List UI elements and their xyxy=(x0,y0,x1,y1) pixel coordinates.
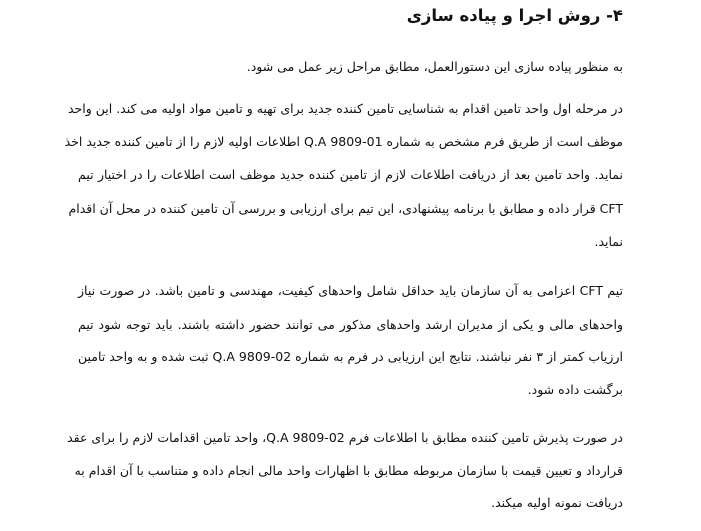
intro-line: به منظور پیاده سازی این دستورالعمل، مطابق مراحل زیر عمل می شود. xyxy=(246,59,623,74)
paragraph-line: دریافت نمونه اولیه میکند. xyxy=(491,495,623,510)
paragraph-line: قرارداد و تعیین قیمت با سازمان مربوطه مطابق با اظهارات واحد مالی انجام داده و متناسب با آن اقدام به xyxy=(74,463,623,478)
paragraph-line: نماید. xyxy=(594,234,623,249)
paragraph-line: در صورت پذیرش تامین کننده مطابق با اطلاعات فرم Q.A 9809-02، واحد تامین اقدامات لازم را برای عقد xyxy=(67,430,623,445)
paragraph-line: ارزیاب کمتر از ۳ نفر نباشند. نتایج این ارزیابی در فرم به شماره Q.A 9809-02 ثبت شده و به واحد تامین xyxy=(78,349,623,364)
paragraph-line: CFT قرار داده و مطابق با برنامه پیشنهادی، این تیم برای ارزیابی و بررسی آن تامین کننده در محل آن اقدام xyxy=(68,201,623,216)
paragraph-line: برگشت داده شود. xyxy=(527,382,623,397)
paragraph-line: موظف است از طریق فرم مشخص به شماره Q.A 9809-01 اطلاعات اولیه لازم را از تامین کننده جدید اخذ xyxy=(64,134,623,149)
paragraph-line: در مرحله اول واحد تامین اقدام به شناسایی تامین کننده جدید برای تهیه و تامین مواد اولیه می کند. این واحد xyxy=(67,101,623,116)
paragraph-line: نماید. واحد تامین بعد از دریافت اطلاعات لازم از تامین کننده جدید موظف است اطلاعات را در اختیار تیم xyxy=(78,167,623,182)
paragraph-line: واحدهای مالی و یکی از مدیران ارشد واحدهای مذکور می توانند حضور داشته باشند. باید توجه شود تیم xyxy=(78,317,623,332)
section-heading: ۴- روش اجرا و پیاده سازی xyxy=(406,6,623,25)
paragraph-line: تیم CFT اعزامی به آن سازمان باید حداقل شامل واحدهای کیفیت، مهندسی و تامین باشد. در صورت نیاز xyxy=(78,283,623,298)
